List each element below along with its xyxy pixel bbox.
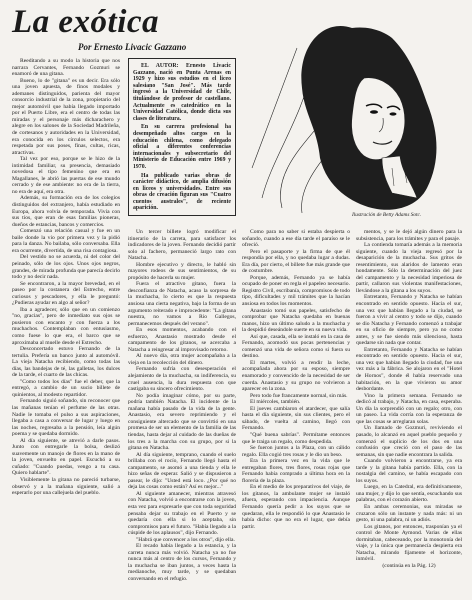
paragraph: Así que, casada, ella se instaló en la casa de Fernando, acomodó sus pocas pertenencias y comenzó una vida de señora como si fuera su destino. <box>242 333 350 360</box>
paragraph: Hombre ejecutivo y directo, le habló sin mayores rodeos de sus sentimientos, de su propósito de hacerla su mujer. <box>128 261 236 281</box>
paragraph: Como para no saber si estaba despierta o soñando, cuando a ese día tarde el paraíso se le ofreció. <box>242 229 350 249</box>
paragraph: Era la primera vez en la vida que le entregaban flores, tres flores, rosas rojas que Fernando había comprado a última hora en la florería de la plaza. <box>242 458 350 484</box>
paragraph: Reeditando a su modo la historia que nos narrara Cervantes, Fernando Gozmuri se enamoró de una gitana. <box>12 58 120 78</box>
paragraph: Pero todo fue francamente normal, sin más. <box>250 392 348 399</box>
article-title: La exótica <box>12 4 160 40</box>
illustration-caption: Ilustración de Betty Adams Sotc. <box>352 212 422 218</box>
article-column-2 <box>128 229 236 594</box>
paragraph: Iba a agradecer, sólo que en un comienzo "no, gracias", pero de inmediato sus ojos se pusieron con encanto y con fuerza a los muchachos. Contemplaban con entusiasmo, como fuese lo que era, el barco que se aproximaba al muelle desde el Estrecho. <box>12 306 120 346</box>
paragraph: En su carrera profesional ha desempeñado altos cargos en la educación chilena, como delegado oficial a diferentes conferencias internacionales y subsecretario del Ministerio de Educación entre 1969 y 1970. <box>133 124 231 170</box>
paragraph: Se fueron juntos a la Plaza, con un cálido regalo. Ella cogió tres rosas y le dio un beso. <box>242 445 350 458</box>
paragraph: Al nuevo día, otra mujer acompañaba a la vieja en la recolección del dinero. <box>128 353 236 366</box>
paragraph: El jueves cambiaron el atardecer, que salía hasta el día siguiente, sin sus clientes, pero el sábado, de vuelta al camino, llegó con Fernando. <box>242 405 350 432</box>
woman-portrait-illustration <box>242 8 464 220</box>
paragraph: Entretanto, Fernando y Natacha se habían encontrado en sentido opuesto. Hacia el sur, una vez que habían llegado la ciudad, fue una vez más a la fábrica. Se alojaron en el "Hotel de Hornos", donde él había reservado una habitación, en la que vivieron su amor desbordante. <box>356 346 462 393</box>
paragraph: Fernando siguió soñando, sin reconocer que las mañanas tenían el perfume de las otras. Nadie le tomaba el pulso a sus aspiraciones, llegaba a casa a conversar de lugar y luego en las noches, regresaba a la pensión, leía algún poema y se quedaba dormido. <box>12 398 120 438</box>
paragraph: Al siguiente amanecer, mientras atravesó con Natacha, volvió a encontrarse con la joven, esta vez para expresarle que con toda seguridad pensaba dejar su trabajo en el Puerto y se quedaría con ella si lo aceptaba, sin compromisos para el futuro. "Había llegado a la cúspide de los aplausos", dijo Fernando. <box>128 490 236 537</box>
paragraph: mentos, y se le dejó algún dinero para la subsistencia, para los trámites y para el pasaje. <box>356 229 462 242</box>
paragraph: "Como todos los días" fue el deber, que la entregó, a cambio de un sucio billete de quinientos, al modesto repartidor. <box>12 378 120 398</box>
paragraph: Luego, en la Catedral, era definitivamente, una mujer, y dijo lo que sentía, escuchando sus palabras, con el corazón abierto. <box>356 484 462 504</box>
paragraph: Vino la primera semana. Fernando se dedicó al trabajo, y Natacha, en casa, esperaba. Un día la sorprendió con un regalo; otro, con un paseo. La vida corría con la esperanza de que las cosas se arreglaran solas. <box>356 392 462 425</box>
paragraph: El martes, volvió a rendir la leche, acompañada ahora por su esposo, siempre enamorado y convencido de la necesidad de ser cuerda. Anastasio y su grupo no volvieron a aparecer en la zona. <box>242 359 350 393</box>
article-column-3 <box>242 229 350 594</box>
paragraph: En ambas ceremonias, sus miradas se cruzaron sólo un instante y nada más: ni un gesto, ni una palabra, ni un adiós. <box>356 503 462 524</box>
continued-note: (continúa en la Pág. 12) <box>382 562 436 569</box>
paragraph: Un llamado de Gozmuri, reviviendo el pasado, lo alcanzó en aquel pueblo pequeño y comenzó el suplicio de los dos en una confusión que creció con el paso de las semanas, sin que nadie encontrara la salida. <box>356 425 462 458</box>
paragraph: Al día siguiente, temprano, cuando el suelo brillaba con el rocío, Fernando llegó hasta el campamento, se asomó a una tienda y ella le hizo señas de esperar. Salió y se dispusieron a pasear, le dijo: "Usted está loco. ¿Por qué no deja las cosas como están? Así es mejor..." <box>128 451 236 491</box>
paragraph: La contienda tomaría además a la memoria siguiente, cuando la vieja regresó por la desaparición de la muchacha. Sus gritos de resentimiento, sus alaridos de lamento eran hondamente. Sólo la determinación del juez del campamento y la necesidad imperiosa de partir, callaron sus violentas manifestaciones, llevándose a la gitana a los suyos. <box>356 242 462 294</box>
paragraph: EL AUTOR: Ernesto Livacic Gazzano, nació en Punta Arenas en 1929 y hizo sus estudios en el liceo salesiano "San José". Más tarde ingresó a la Universidad de Chile, titulándose de profesor de castellano. Actualmente es catedrático en la Universidad Católica, donde dicta sus clases de literatura. <box>133 63 231 122</box>
paragraph: En esos momentos, acabando con el esfuerzo, Anastasio mostrado desde el campamento de los gitanos, se acercaba a Natacha a reingresar al improvisado retorno. <box>128 327 236 353</box>
paragraph: "Habrá que convencer a los otros", dijo ella. <box>136 536 235 543</box>
paragraph: Al día siguiente, se atrevió a darle pasos. Junto con entregarle la bolsa, deslizó suavemente un manojo de flores en la mano de la joven, envuelto en papel. Escuchó a su cuñado: "Cuando puedas, vengo a tu casa. Quiero hablarte". <box>12 437 120 477</box>
paragraph: "Qué buena sabrías". Permítame entonces que le traiga un regalo, como despedida. <box>242 431 350 445</box>
paragraph: Entretanto, Fernando y Natacha se habían encontrado en sentido opuesto. Hacia el sur, una vez que habían llegado a la ciudad, se fueron a vivir al centro y todo se dijo, cuando se dio Natacha y Fernando comenzó a trabajar en su oficio de siempre, pero ya no como antes, y se fue siendo más silencioso, hasta quedarse sin nada que contar. <box>356 294 462 347</box>
paragraph: Visiblemente la gitana no pareció turbarse, observó y a la mañana siguiente, salió a esperarlo por una callejuela del pueblo. <box>12 477 120 497</box>
paragraph: Fernando sufría con desesperación el alejamiento de la muchacha, su indiferencia, su cruel ausencia, la dura respuesta con que castigaba su sincero ofrecimiento. <box>128 366 236 393</box>
paragraph: Cuando volvieron a encontrarse, ya era tarde y la gitana había partido. Ella, con la nostalgia del camino, se había escapado con los suyos. <box>356 458 462 484</box>
paragraph: Un tercer billete logró modificar el itinerario de la carreta, para satisfacer los indicadores de la joven. Fernando decidió partir solo al fachero, permaneció largo rato con Natacha. <box>128 229 236 262</box>
paragraph: En el medio de los preparativos del viaje, de los gitanos, la ambulante mujer se instaló afuera, esperando con impaciencia. Aunque Fernando quería pedir a los suyos que se quedaran, ella le respondió lo que Anastasio le había dicho: que no era el lugar, que debía partir. <box>242 484 350 530</box>
paragraph: El recado había llegado a la estancia, y la carreta nunca más volvió. Natacha ya no fue nunca más al centro de los cursos, Fernando y la muchacha se iban juntos, a veces hasta la medianoche, muy tarde, y se quedaban conversando en el refugio. <box>128 543 236 582</box>
paragraph: Anastasio tomó sus papeles, satisfecho de comprobar que Natacha quedaba en buenas manos, hizo un último saludo a la muchacha y la despidió deseándole suerte en su nueva vida. <box>242 307 350 334</box>
article-byline: Por Ernesto Livacic Gazzano <box>78 42 187 52</box>
author-box <box>128 58 236 216</box>
paragraph: Desconcertado estuvo Fernando de la tertulia. Prefería un banco junto al automóvil. La vieja Natacha recibiendo, como todas las días, las bandejas de té, las galletas, los dulces de la tarde, el cuarto de las chicas. <box>12 346 120 379</box>
paragraph: No podía imaginar cómo, por su parte, podría también Natacha. El incidente de la mañana había pasado de la vida de la gente. Anastasio, era severo reprimiendo y el consiguiente altercado que se convirtió en una promesa de ser un elemento de la familia de las tiendas, hasta dejar al cuidado de las dueñas de los tres a la marcha con su grupo, por si la gitana en Natacha. <box>128 392 236 452</box>
paragraph: Fuera el atractivo gitano, fuera la desconfianza de Natacha, acaso la sorpresa de la muchacha, lo cierto es que la respuesta ansiosa una cierta negativa, bajo la forma de un argumento reiterado e improcedente: "La gitana nuestra, no vamos a Río Gallegos, permanecemos después del verano". <box>128 281 236 327</box>
paragraph: Comenzó una relación casual y fue en un baile donde la vio por primera vez y la pidió para la danza. No bailaba, sólo conversaba. Ella era ocurrente, divertida, de una risa contagiosa. <box>12 228 120 254</box>
paragraph: Bueno, lo de "gitana" es un decir. Era sólo una joven apuesta, de finos modales y ademanes distinguidos, parienta del mayor consorcio industrial de la zona, propietario del mejor automóvil que había llegado importado por el Puerto Libre, era el centro de todas las miradas y el personaje más dicharachero y alegre en los salones de la Sociedad Madrileña, de cortesanos y autoridades en la Universidad, era conocida en los círculos selectos, era respetada por sus poses, finas, cultas, ricas, atractivas. <box>12 77 120 156</box>
paragraph: El miércoles, también. <box>250 399 301 406</box>
paragraph: Ha publicado varias obras de carácter didáctico, de amplia difusión en liceos y universidades. Entre sus obras de creación figuran sus "Cuatro cuentos australes", de reciente aparición. <box>133 172 231 212</box>
paragraph: Del vestido no se acuerda, ni del color del peinado, sólo de los ojos. Unos ojos negros, grandes, de mirada profunda que parecía decirlo todo y no decir nada. <box>12 254 120 281</box>
paragraph: Los gitanos, por entonces, trasponían ya el control de Monte Aymond. Varias de ellas dormitaban, cabeceando, por la monotonía del viaje, y la única que permanecía despierta era Natacha, mirando fijamente el horizonte, inmóvil. <box>356 523 462 563</box>
article-column-1 <box>12 58 120 594</box>
article-column-4 <box>356 229 462 594</box>
paragraph: Pero el pasaporte y la firma de que él respondía por ella, y no quedaba lugar a dudas. Era día, por cierto, el billete fue más grande que de costumbre. <box>242 248 350 275</box>
paragraph: Se encontraron, a la mayor brevedad, en el paseo por la costanera del Estrecho, entre curiosos y pescadores, y ella le preguntó: ¿Pudieras ayudar en algo al señor? <box>12 280 120 307</box>
paragraph: Tal vez por eso, porque se le hizo de la intimidad familiar, su presencia, demasiado novedosa el tipo femenino que era en Magallanes, le abrió las puertas de ese mundo cerrado y de ese ambiente: no era de la tierra, no era de aquí, era otra. <box>12 156 120 195</box>
paragraph: Porque, además, Fernando ya se había ocupado de poner en regla el papeleo necesario. Registro Civil, escribanía, compromisos de todo tipo, dificultades y mil trámites que la hacían ansiosa en todos los momentos. <box>242 274 350 308</box>
paragraph: Además, su formación era de los colegios distinguidos del extranjero, había estudiado en Europa, ahora volvía de temporada. Vivía con sus tíos, que eran de esas familias pioneras, dueños de estancias, bancos y comercios. <box>12 195 120 228</box>
